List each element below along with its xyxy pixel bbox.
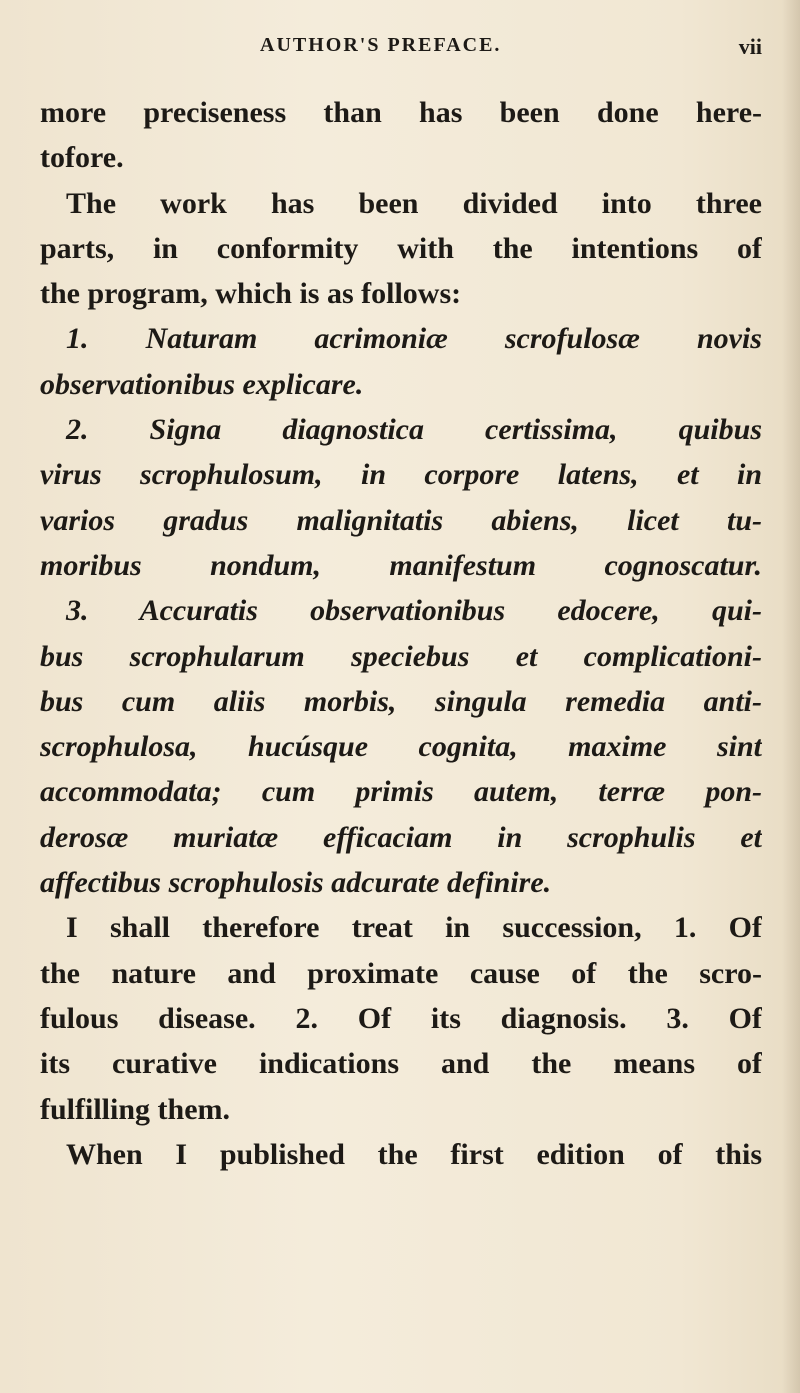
text-line: affectibus scrophulosis adcurate definire. <box>40 866 552 900</box>
text-line: more preciseness than has been done here- <box>40 96 762 129</box>
text-line: varios gradus malignitatis abiens, licet tu- <box>40 503 762 537</box>
text-line: the program, which is as follows: <box>40 277 462 311</box>
text-line: bus scrophularum speciebus et complicationi- <box>40 639 762 673</box>
text-line: 3. Accuratis observationibus edocere, qui- <box>66 594 762 628</box>
text-line: 1. Naturam acrimoniæ scrofulosæ novis <box>66 322 762 356</box>
text-line: 2. Signa diagnostica certissima, quibus <box>66 413 762 447</box>
text-line: scrophulosa, hucúsque cognita, maxime sint <box>40 730 762 764</box>
text-line: tofore. <box>40 141 124 175</box>
text-line: its curative indications and the means of <box>40 1047 762 1081</box>
body-text <box>40 90 762 1177</box>
running-title: AUTHOR'S PREFACE. <box>260 34 502 56</box>
text-line: virus scrophulosum, in corpore latens, et in <box>40 458 762 492</box>
text-line: fulous disease. 2. Of its diagnosis. 3. Of <box>40 1001 762 1035</box>
text-line: the nature and proximate cause of the scro- <box>40 956 762 990</box>
running-head <box>40 34 762 64</box>
text-line: moribus nondum, manifestum cognoscatur. <box>40 548 762 582</box>
text-line: When I published the first edition of this <box>66 1137 762 1171</box>
text-line: fulfilling them. <box>40 1092 231 1126</box>
page-number: vii <box>738 34 762 59</box>
text-line: bus cum aliis morbis, singula remedia anti- <box>40 684 762 718</box>
text-line: I shall therefore treat in succession, 1. Of <box>66 911 762 945</box>
text-line: observationibus explicare. <box>40 367 364 401</box>
text-line: parts, in conformity with the intentions of <box>40 231 762 265</box>
text-line: accommodata; cum primis autem, terræ pon- <box>40 775 762 809</box>
page-edge-shadow <box>782 0 800 1393</box>
text-line: derosæ muriatæ efficaciam in scrophulis et <box>40 820 762 854</box>
text-line: The work has been divided into three <box>66 186 762 220</box>
